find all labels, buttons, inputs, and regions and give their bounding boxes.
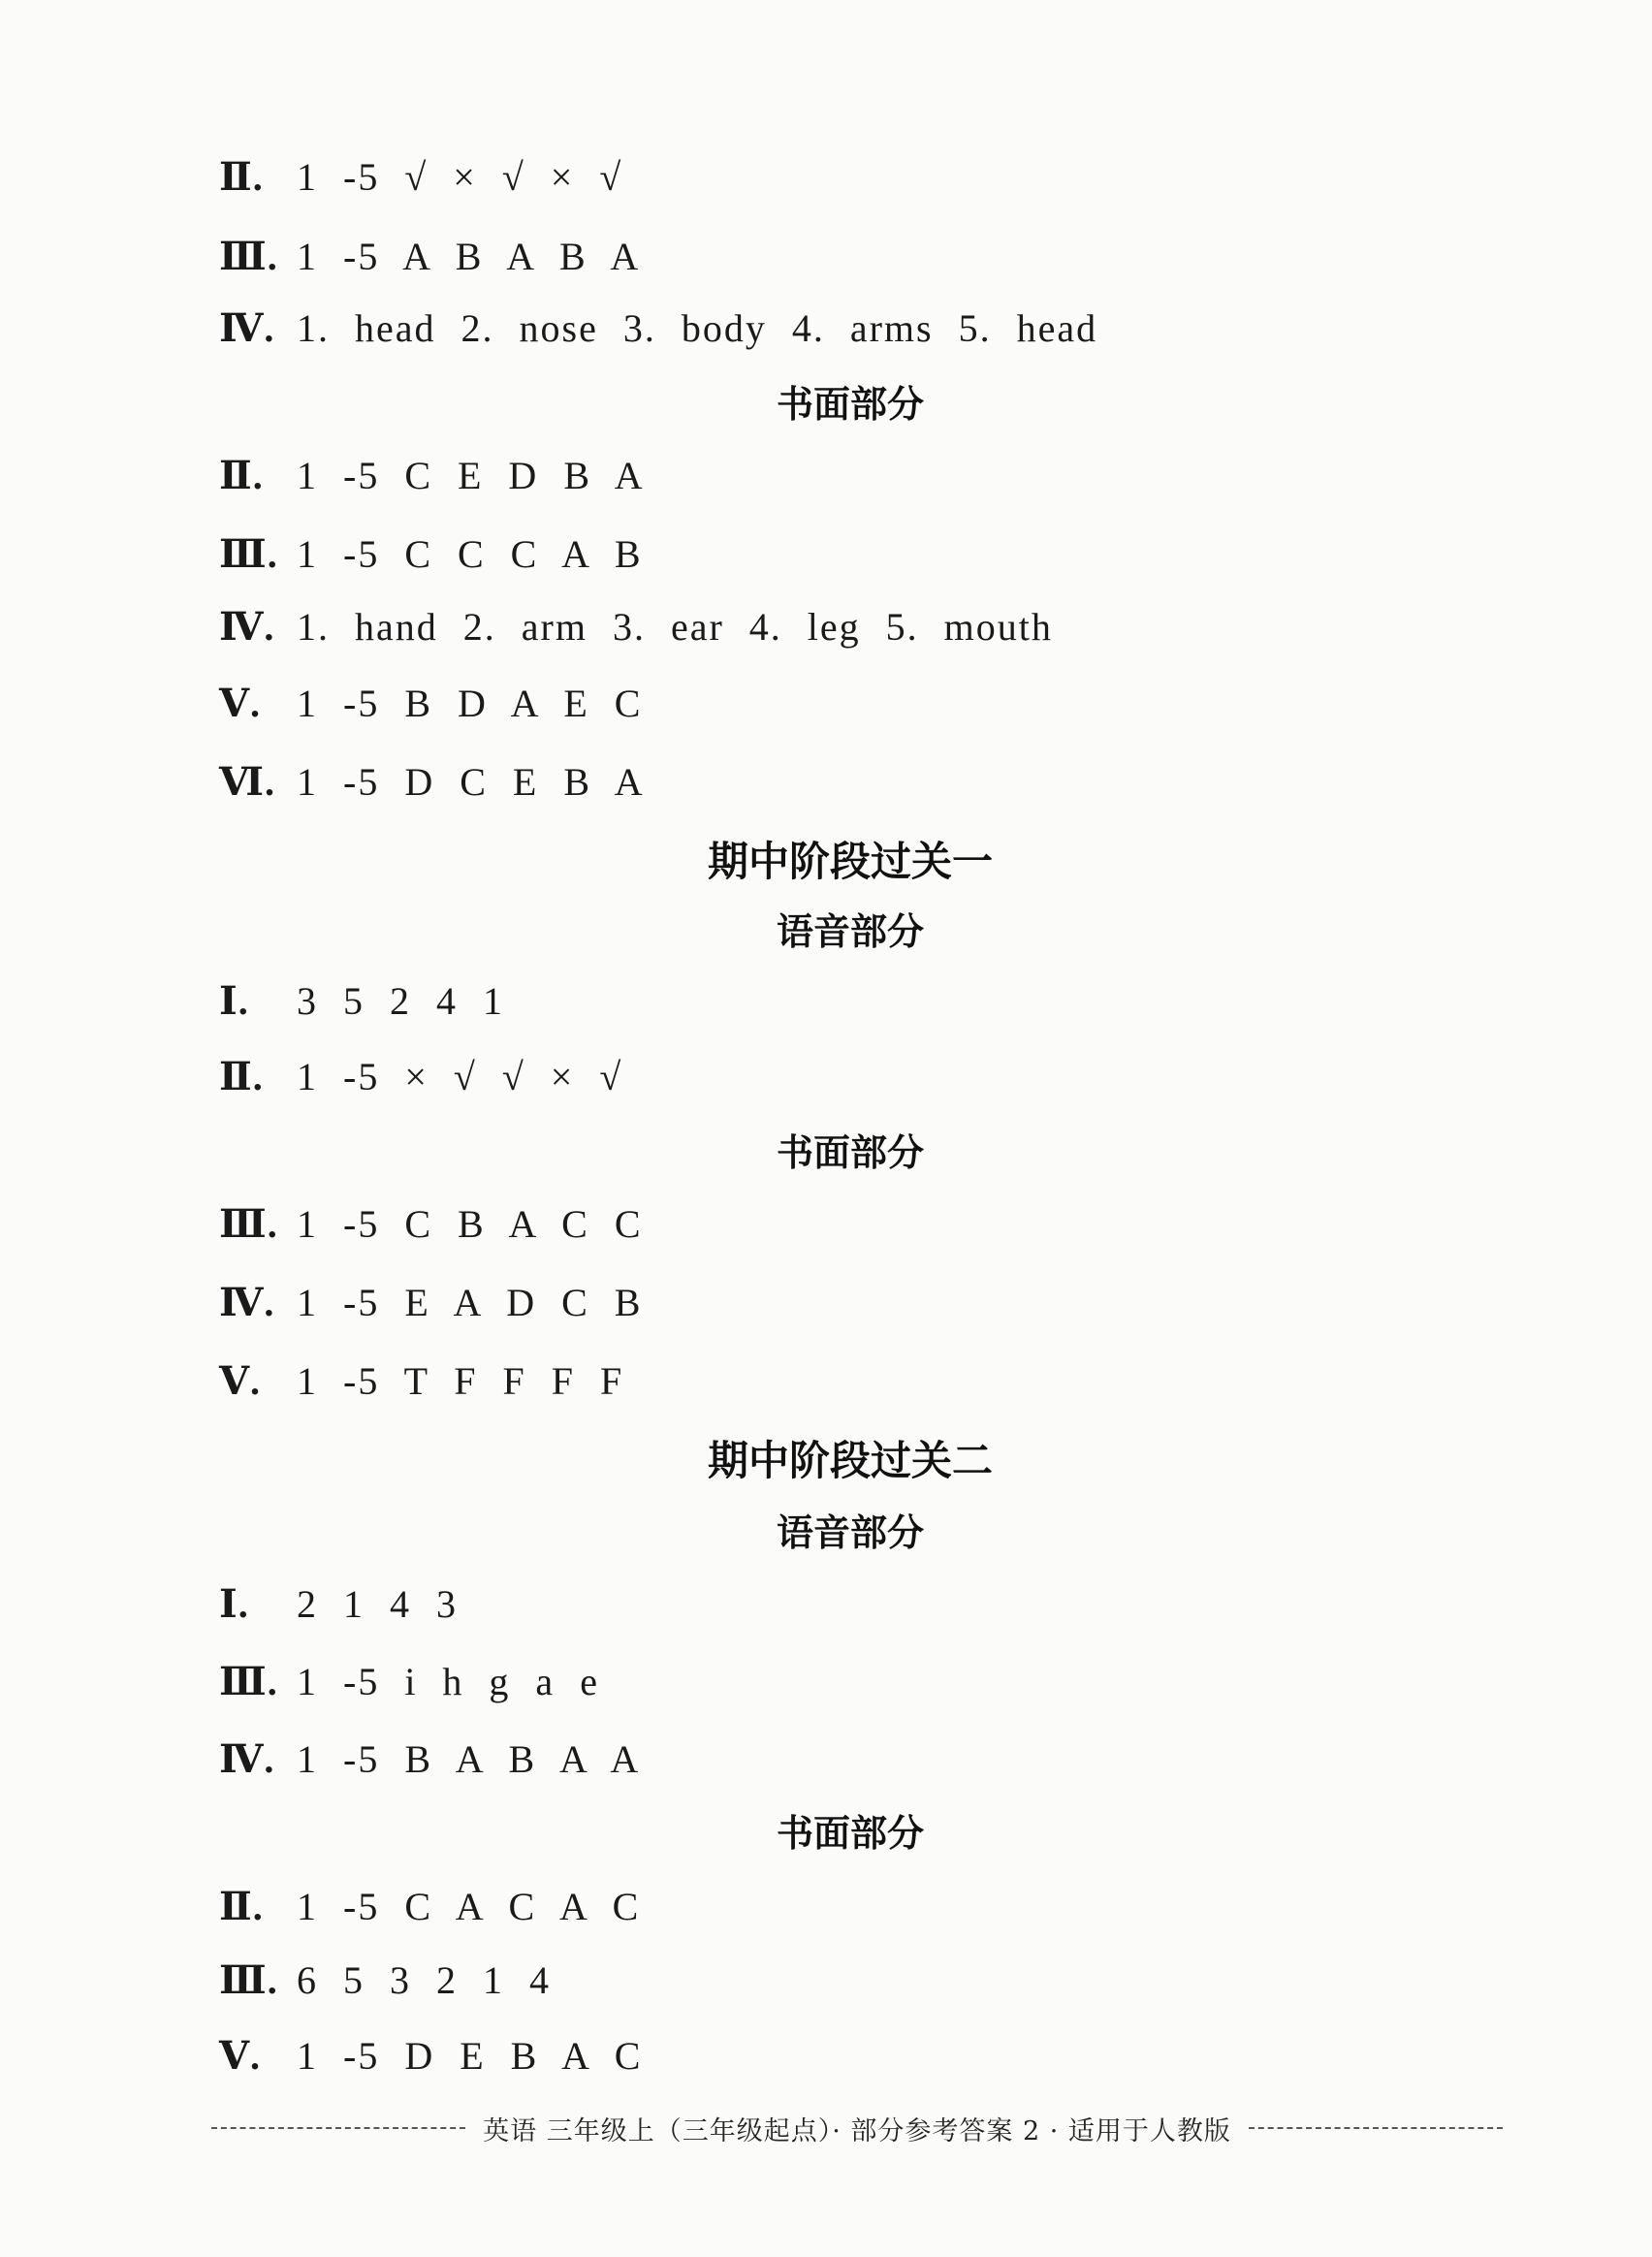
answer-text: 1 -5 i h g a e [297, 1659, 599, 1703]
answer-row [219, 752, 645, 811]
question-number: Ⅳ. [219, 604, 275, 649]
question-number: Ⅰ. [219, 1581, 249, 1626]
answer-text: 1 -5 C C C A B [297, 531, 643, 576]
answer-row [219, 2026, 642, 2084]
question-number: Ⅱ. [219, 453, 264, 497]
question-number: Ⅱ. [219, 154, 264, 199]
question-number: Ⅲ. [219, 531, 278, 576]
answer-text: 1 -5 C E D B A [297, 453, 645, 497]
section-heading-written: 书面部分 [776, 1812, 924, 1855]
answer-row [219, 674, 642, 732]
section-heading-phonics: 语音部分 [776, 1511, 924, 1554]
section-heading-written: 书面部分 [776, 383, 924, 426]
answer-text: 6 5 3 2 1 4 [297, 1957, 551, 2002]
answer-row [219, 1730, 640, 1788]
footer-text: 英语 三年级上（三年级起点）· 部分参考答案 2 · 适用于人教版 [483, 2115, 1231, 2146]
answer-row [219, 1951, 551, 2009]
answer-text: 1 -5 B A B A A [297, 1736, 641, 1781]
answer-row [219, 446, 645, 504]
answer-row [219, 1574, 458, 1633]
answer-row [219, 147, 622, 206]
stage-heading: 期中阶段过关一 [707, 838, 993, 885]
answer-text: 2 1 4 3 [297, 1581, 458, 1626]
question-number: Ⅴ. [219, 681, 262, 725]
question-number: Ⅳ. [219, 305, 275, 350]
answer-text: 1 -5 T F F F F [297, 1358, 624, 1403]
answer-text: 1 -5 × √ √ × √ [297, 1054, 623, 1098]
question-number: Ⅲ. [219, 1201, 278, 1246]
question-number: Ⅲ. [219, 1957, 278, 2002]
answer-row [219, 1652, 599, 1710]
answer-text: 1 -5 C B A C C [297, 1201, 643, 1246]
answer-row [219, 597, 1053, 655]
answer-row [219, 1194, 643, 1253]
page-footer [211, 2104, 1503, 2152]
section-heading-written: 书面部分 [776, 1131, 924, 1174]
answer-text: 1 -5 E A D C B [297, 1280, 643, 1324]
question-number: Ⅴ. [219, 2033, 262, 2078]
question-number: Ⅱ. [219, 1054, 264, 1098]
stage-heading: 期中阶段过关二 [707, 1437, 993, 1484]
answer-row [219, 525, 643, 583]
question-number: Ⅰ. [219, 978, 249, 1023]
answer-row [219, 1351, 623, 1410]
answer-text: 1. hand 2. arm 3. ear 4. leg 5. mouth [297, 604, 1053, 649]
footer-divider-right [1249, 2127, 1503, 2129]
answer-text: 1 -5 √ × √ × √ [297, 154, 623, 199]
answer-row [219, 1877, 640, 1935]
answer-row [219, 227, 640, 285]
question-number: Ⅵ. [219, 759, 275, 804]
question-number: Ⅳ. [219, 1280, 275, 1324]
question-number: Ⅳ. [219, 1736, 275, 1781]
answer-text: 1 -5 C A C A C [297, 1884, 641, 1928]
answer-text: 1 -5 A B A B A [297, 234, 641, 278]
footer-divider-left [211, 2127, 465, 2129]
answer-row [219, 1273, 642, 1331]
answer-text: 3 5 2 4 1 [297, 978, 504, 1023]
section-heading-phonics: 语音部分 [776, 910, 924, 953]
answer-text: 1. head 2. nose 3. body 4. arms 5. head [297, 305, 1098, 350]
question-number: Ⅴ. [219, 1358, 262, 1403]
answer-row [219, 1047, 622, 1105]
question-number: Ⅱ. [219, 1884, 264, 1928]
answer-row [219, 971, 504, 1030]
answer-text: 1 -5 B D A E C [297, 681, 643, 725]
question-number: Ⅲ. [219, 1659, 278, 1703]
question-number: Ⅲ. [219, 234, 278, 278]
answer-text: 1 -5 D E B A C [297, 2033, 643, 2078]
answer-text: 1 -5 D C E B A [297, 759, 645, 804]
answer-row [219, 299, 1097, 357]
